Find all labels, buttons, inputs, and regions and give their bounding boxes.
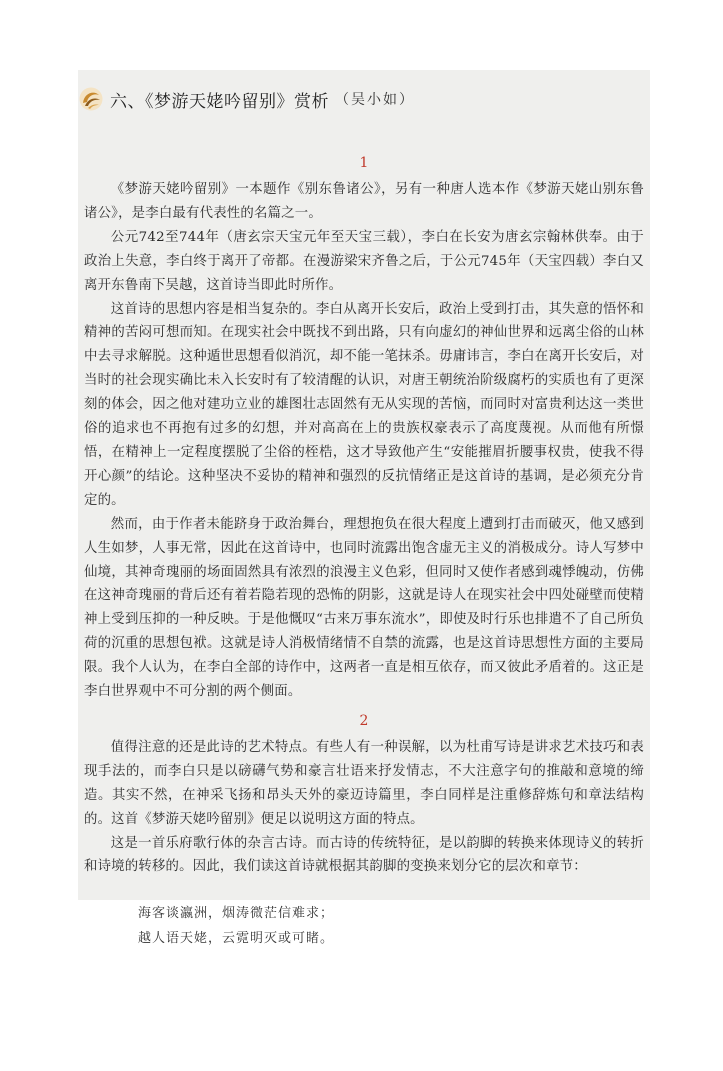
paragraph: 这首诗的思想内容是相当复杂的。李白从离开长安后，政治上受到打击，其失意的悟怀和精神的苦闷可想而知。在现实社会中既找不到出路，只有向虚幻的神仙世界和远离尘俗的山林中去寻求解脱。这种遁世思想看似消沉，却不能一笔抹杀。毋庸讳言，李白在离开长安后，对当时的社会现实确比未入长安时有了较清醒的认识，对唐王朝统治阶级腐朽的实质也有了更深刻的体会，因之他对建功立业的雄图壮志固然有无从实现的苦恼，而同时对富贵利达这一类世俗的追求也不再抱有过多的幻想，并对高高在上的贵族权豪表示了高度蔑视。从而他有所憬悟，在精神上一定程度摆脱了尘俗的桎梏，这才导致他产生“安能摧眉折腰事权贵，使我不得开心颜”的结论。这种坚决不妥协的精神和强烈的反抗情绪正是这首诗的基调，是必须充分肯定的。: [84, 301, 644, 508]
swirl-emblem-icon: [78, 86, 104, 112]
article-heading: [78, 84, 415, 114]
paragraph: 然而，由于作者未能跻身于政治舞台，理想抱负在很大程度上遭到打击而破灭，他又感到人生如梦，人事无常，因此在这首诗中，也同时流露出饱含虚无主义的消极成分。诗人写梦中仙境，其神奇瑰丽的场面固然具有浓烈的浪漫主义色彩，但同时又使作者感到魂悸魄动，仿佛在这神奇瑰丽的背后还有着若隐若现的恐怖的阴影，这就是诗人在现实社会中四处碰壁而使精神上受到压抑的一种反映。于是他慨叹“古来万事东流水”，即使及时行乐也排遣不了自己所负荷的沉重的思想包袱。这就是诗人消极情绪情不自禁的流露，也是这首诗思想性方面的主要局限。我个人认为，在李白全部的诗作中，这两者一直是相互依存，而又彼此矛盾着的。这正是李白世界观中不可分割的两个侧面。: [84, 516, 644, 700]
section-number: 1: [359, 155, 369, 171]
article-body: [84, 152, 644, 951]
poem-line: 海客谈瀛洲，烟涛微茫信难求；: [138, 906, 335, 922]
paragraph: 公元742至744年（唐玄宗天宝元年至天宝三载），李白在长安为唐玄宗翰林供奉。由于政治上失意，李白终于离开了帝都。在漫游梁宋齐鲁之后，于公元745年（天宝四载）李白又离开东鲁南下吴越，这首诗当即此时所作。: [84, 229, 644, 293]
poem-excerpt: [84, 901, 644, 951]
article-title: 六、《梦游天姥吟留别》赏析: [110, 91, 329, 112]
section-number: 2: [359, 712, 369, 729]
paragraph: 《梦游天姥吟留别》一本题作《别东鲁诸公》，另有一种唐人选本作《梦游天姥山别东鲁诸公》，是李白最有代表性的名篇之一。: [84, 182, 644, 221]
paragraph: 值得注意的还是此诗的艺术特点。有些人有一种误解，以为杜甫写诗是讲求艺术技巧和表现手法的，而李白只是以磅礴气势和豪言壮语来抒发情志，不大注意字句的推敲和意境的缔造。其实不然，在神采飞扬和昂头天外的豪迈诗篇里，李白同样是注重修辞炼句和章法结构的。这首《梦游天姥吟留别》便足以说明这方面的特点。: [84, 739, 644, 827]
article-author: （吴小如）: [335, 92, 415, 108]
paragraph: 这是一首乐府歌行体的杂言古诗。而古诗的传统特征，是以韵脚的转换来体现诗义的转折和诗境的转移的。因此，我们读这首诗就根据其韵脚的变换来划分它的层次和章节：: [84, 835, 644, 875]
poem-line: 越人语天姥，云霓明灭或可睹。: [138, 931, 335, 947]
